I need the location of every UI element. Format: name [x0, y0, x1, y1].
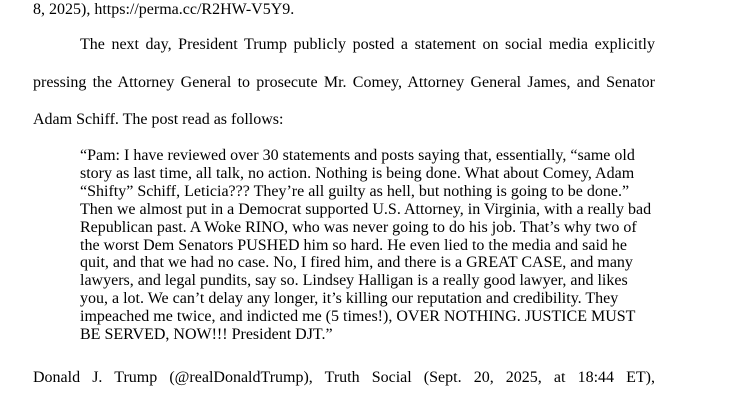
- quote-line-10: impeached me twice, and indicted me (5 times!), OVER NOTHING. JUSTICE MUST: [80, 308, 636, 326]
- source-citation-line: Donald J. Trump (@realDonaldTrump), Truth Social (Sept. 20, 2025, at 18:44 ET),: [33, 369, 655, 386]
- paragraph-line-2: pressing the Attorney General to prosecute Mr. Comey, Attorney General James, and Senator: [33, 74, 655, 91]
- quote-line-4: Then we almost put in a Democrat supported U.S. Attorney, in Virginia, with a really bad: [80, 200, 652, 218]
- quote-line-2: story as last time, all talk, no action. Nothing is being done. What about Comey, Adam: [80, 164, 635, 182]
- quote-line-9: you, a lot. We can’t delay any longer, it’s killing our reputation and credibility. They: [80, 290, 619, 308]
- block-quote: [80, 147, 655, 344]
- quote-line-6: the worst Dem Senators PUSHED him so hard. He even lied to the media and said he: [80, 236, 627, 254]
- quote-line-1: “Pam: I have reviewed over 30 statements and posts saying that, essentially, “same old: [80, 147, 635, 164]
- quote-line-8: lawyers, and legal pundits, say so. Lindsey Halligan is a really good lawyer, and likes: [80, 272, 628, 290]
- citation-line: 8, 2025), https://perma.cc/R2HW-V5Y9.: [33, 1, 295, 18]
- quote-line-3: “Shifty” Schiff, Leticia??? They’re all guilty as hell, but nothing is going to be done.”: [80, 182, 630, 200]
- paragraph-line-3: Adam Schiff. The post read as follows:: [33, 111, 284, 128]
- quote-line-11: BE SERVED, NOW!!! President DJT.”: [80, 326, 333, 344]
- quote-line-5: Republican past. A Woke RINO, who was never going to do his job. That’s why two of: [80, 218, 637, 236]
- quote-line-7: quit, and that we had no case. No, I fired him, and there is a GREAT CASE, and many: [80, 254, 633, 272]
- paragraph-line-1: The next day, President Trump publicly posted a statement on social media explicitly: [80, 36, 655, 53]
